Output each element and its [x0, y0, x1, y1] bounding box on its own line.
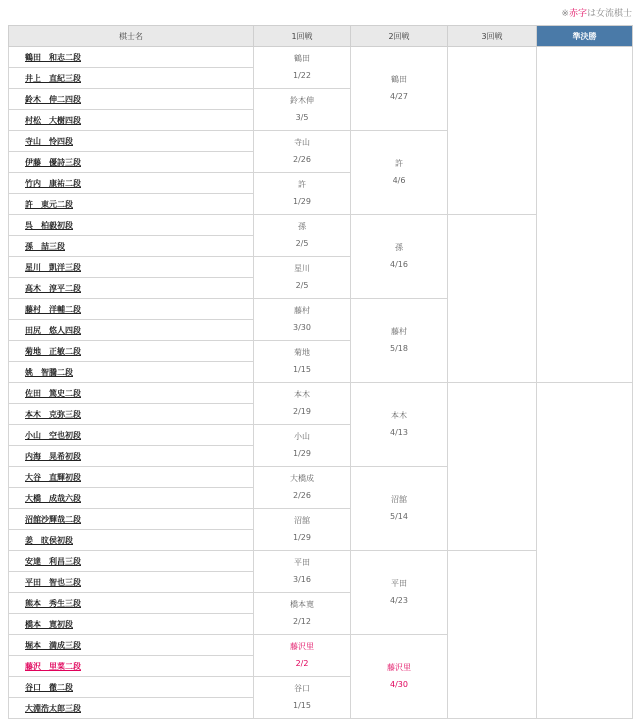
round2-date: 4/30 [390, 679, 408, 689]
round1-date: 1/29 [293, 196, 311, 206]
player-name-link[interactable]: 熊本 秀生三段 [9, 593, 254, 614]
player-name-link[interactable]: 小山 空也初段 [9, 425, 254, 446]
round2-date: 5/14 [390, 511, 408, 521]
round2-result [351, 467, 448, 551]
round2-result [351, 299, 448, 383]
player-name-link[interactable]: 佐田 篤史二段 [9, 383, 254, 404]
round1-winner: 孫 [298, 221, 306, 231]
round2-winner: 許 [395, 158, 403, 168]
round1-date: 2/26 [293, 154, 311, 164]
round1-winner: 本木 [294, 389, 310, 399]
round1-winner: 小山 [294, 431, 310, 441]
round2-winner: 沼舘 [391, 494, 407, 504]
round2-date: 4/16 [390, 259, 408, 269]
round1-date: 2/5 [295, 238, 309, 248]
round2-winner: 藤村 [391, 326, 407, 336]
player-name-link[interactable]: 村松 大樹四段 [9, 110, 254, 131]
round1-winner: 鈴木伸 [290, 95, 314, 105]
player-name-link[interactable]: 田尻 悠人四段 [9, 320, 254, 341]
round1-winner: 平田 [294, 557, 310, 567]
round1-result [254, 383, 351, 425]
player-name-link[interactable]: 姚 智騰二段 [9, 362, 254, 383]
player-name-link[interactable]: 大橋 成哉六段 [9, 488, 254, 509]
player-name-link[interactable]: 大淵浩太郎三段 [9, 698, 254, 719]
round1-result [254, 467, 351, 509]
player-name-link[interactable]: 鈴木 伸二四段 [9, 89, 254, 110]
player-name-link[interactable]: 孫 喆三段 [9, 236, 254, 257]
bracket-body [9, 47, 633, 719]
player-name-link[interactable]: 菊地 正敏二段 [9, 341, 254, 362]
player-name-link[interactable]: 星川 凱洋三段 [9, 257, 254, 278]
round2-date: 4/27 [390, 91, 408, 101]
player-name-link[interactable]: 許 東元二段 [9, 194, 254, 215]
round1-winner: 許 [298, 179, 306, 189]
round2-winner: 本木 [391, 410, 407, 420]
tournament-bracket [8, 25, 633, 719]
header-round3: 3回戦 [448, 26, 537, 47]
round1-result [254, 593, 351, 635]
header-round1: 1回戦 [254, 26, 351, 47]
round1-result [254, 299, 351, 341]
player-name-link[interactable]: 高木 淳平二段 [9, 278, 254, 299]
table-row [9, 47, 633, 68]
round1-date: 1/15 [293, 700, 311, 710]
player-name-link[interactable]: 谷口 徹二段 [9, 677, 254, 698]
legend-red-text: 赤字 [568, 9, 587, 19]
semifinal-result [537, 47, 633, 383]
header-player: 棋士名 [9, 26, 254, 47]
round1-winner: 谷口 [294, 683, 310, 693]
round2-date: 4/13 [390, 427, 408, 437]
round1-winner: 鶴田 [294, 53, 310, 63]
player-name-link[interactable]: 寺山 怜四段 [9, 131, 254, 152]
round1-winner: 藤沢里 [290, 641, 314, 651]
legend-prefix: ※ [561, 9, 569, 19]
table-row [9, 383, 633, 404]
player-name-link[interactable]: 堀本 満成三段 [9, 635, 254, 656]
round2-date: 5/18 [390, 343, 408, 353]
player-name-link[interactable]: 井上 直紀三段 [9, 68, 254, 89]
player-name-link[interactable]: 竹内 康祐二段 [9, 173, 254, 194]
round1-winner: 寺山 [294, 137, 310, 147]
legend-suffix: は女流棋士 [586, 9, 632, 19]
round2-result [351, 47, 448, 131]
round1-result [254, 47, 351, 89]
round1-result [254, 341, 351, 383]
round2-winner: 鶴田 [391, 74, 407, 84]
round1-winner: 藤村 [294, 305, 310, 315]
player-name-link[interactable]: 橋本 寛初段 [9, 614, 254, 635]
header-round2: 2回戦 [351, 26, 448, 47]
round1-date: 2/5 [295, 280, 309, 290]
round1-result [254, 215, 351, 257]
round1-result [254, 257, 351, 299]
round3-result [448, 383, 537, 551]
player-name-link[interactable]: 姜 旼侯初段 [9, 530, 254, 551]
player-name-link[interactable]: 大谷 直輝初段 [9, 467, 254, 488]
player-name-link[interactable]: 内海 晃希初段 [9, 446, 254, 467]
round2-result [351, 635, 448, 719]
player-name-link[interactable]: 平田 智也三段 [9, 572, 254, 593]
round2-result [351, 551, 448, 635]
round3-result [448, 551, 537, 719]
player-name-link[interactable]: 藤沢 里菜二段 [9, 656, 254, 677]
player-name-link[interactable]: 本木 克弥三段 [9, 404, 254, 425]
round2-result [351, 383, 448, 467]
round1-date: 1/29 [293, 448, 311, 458]
round3-result [448, 215, 537, 383]
round1-result [254, 635, 351, 677]
round1-winner: 星川 [294, 263, 310, 273]
semifinal-result [537, 383, 633, 719]
player-name-link[interactable]: 沼舘沙輝哉二段 [9, 509, 254, 530]
bracket-header-row [9, 26, 633, 47]
round1-date: 2/26 [293, 490, 311, 500]
round1-result [254, 131, 351, 173]
round1-date: 1/22 [293, 70, 311, 80]
round1-date: 2/19 [293, 406, 311, 416]
round2-date: 4/6 [392, 175, 406, 185]
player-name-link[interactable]: 伊藤 優詩三段 [9, 152, 254, 173]
round2-winner: 孫 [395, 242, 403, 252]
round1-winner: 沼舘 [294, 515, 310, 525]
round2-winner: 藤沢里 [387, 662, 411, 672]
round3-result [448, 47, 537, 215]
player-name-link[interactable]: 藤村 洋輔二段 [9, 299, 254, 320]
round1-result [254, 677, 351, 719]
legend-note [561, 6, 632, 19]
round2-result [351, 215, 448, 299]
round1-result [254, 173, 351, 215]
round1-date: 2/12 [293, 616, 311, 626]
round1-result [254, 89, 351, 131]
round1-date: 1/29 [293, 532, 311, 542]
round2-winner: 平田 [391, 578, 407, 588]
player-name-link[interactable]: 鶴田 和志二段 [9, 47, 254, 68]
round1-result [254, 509, 351, 551]
player-name-link[interactable]: 呉 柏毅初段 [9, 215, 254, 236]
round1-date: 3/5 [295, 112, 309, 122]
round2-result [351, 131, 448, 215]
player-name-link[interactable]: 安達 利昌三段 [9, 551, 254, 572]
header-semifinal: 準決勝 [537, 26, 633, 47]
round1-winner: 菊地 [294, 347, 310, 357]
round1-winner: 大橋成 [290, 473, 314, 483]
round1-date: 3/30 [293, 322, 311, 332]
round2-date: 4/23 [390, 595, 408, 605]
round1-winner: 橋本寛 [290, 599, 314, 609]
round1-date: 3/16 [293, 574, 311, 584]
round1-result [254, 551, 351, 593]
round1-result [254, 425, 351, 467]
round1-date: 2/2 [295, 658, 309, 668]
round1-date: 1/15 [293, 364, 311, 374]
